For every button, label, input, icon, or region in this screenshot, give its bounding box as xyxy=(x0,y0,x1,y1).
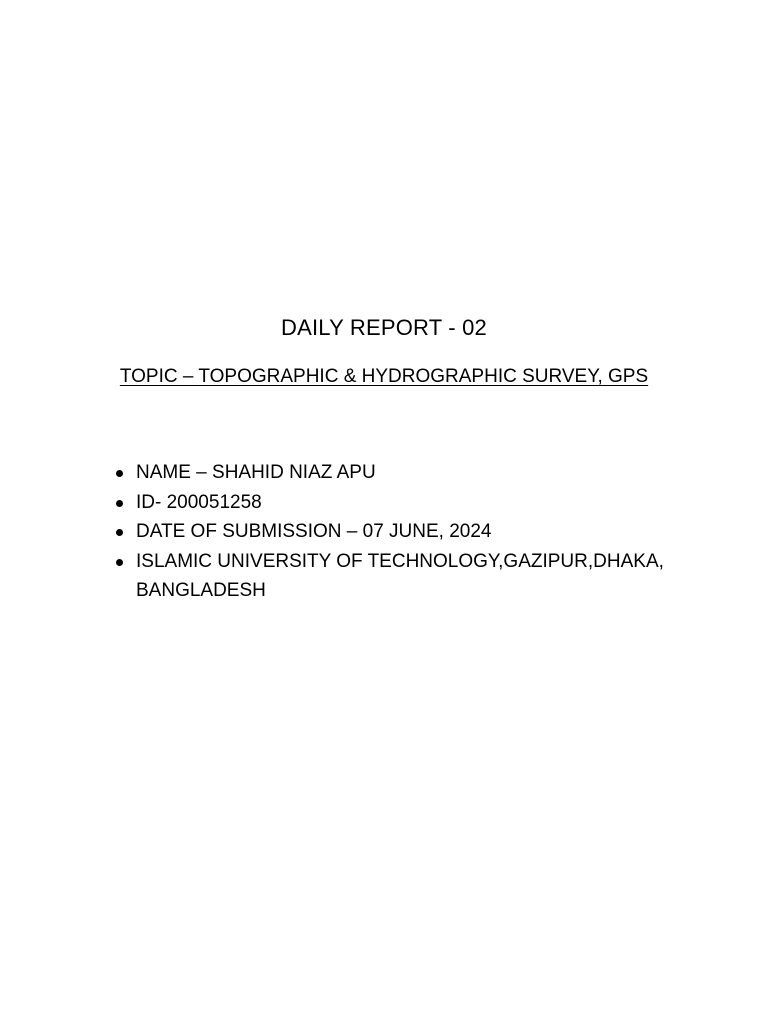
report-topic: TOPIC – TOPOGRAPHIC & HYDROGRAPHIC SURVEY, GPS xyxy=(119,366,649,387)
detail-institution xyxy=(136,547,696,606)
detail-name xyxy=(136,458,696,488)
detail-id xyxy=(136,488,696,518)
detail-institution-text: ISLAMIC UNIVERSITY OF TECHNOLOGY,GAZIPUR,DHAKA, BANGLADESH xyxy=(136,550,664,601)
bullet-icon xyxy=(116,529,123,536)
detail-id-text: ID- 200051258 xyxy=(136,491,262,513)
details-list xyxy=(136,458,696,606)
detail-submission-date-text: DATE OF SUBMISSION – 07 JUNE, 2024 xyxy=(136,521,492,542)
bullet-icon xyxy=(116,470,123,477)
bullet-icon xyxy=(116,559,123,566)
detail-submission-date xyxy=(136,517,696,547)
report-title: DAILY REPORT - 02 xyxy=(281,315,487,340)
bullet-icon xyxy=(116,500,123,507)
detail-name-text: NAME – SHAHID NIAZ APU xyxy=(136,462,376,483)
